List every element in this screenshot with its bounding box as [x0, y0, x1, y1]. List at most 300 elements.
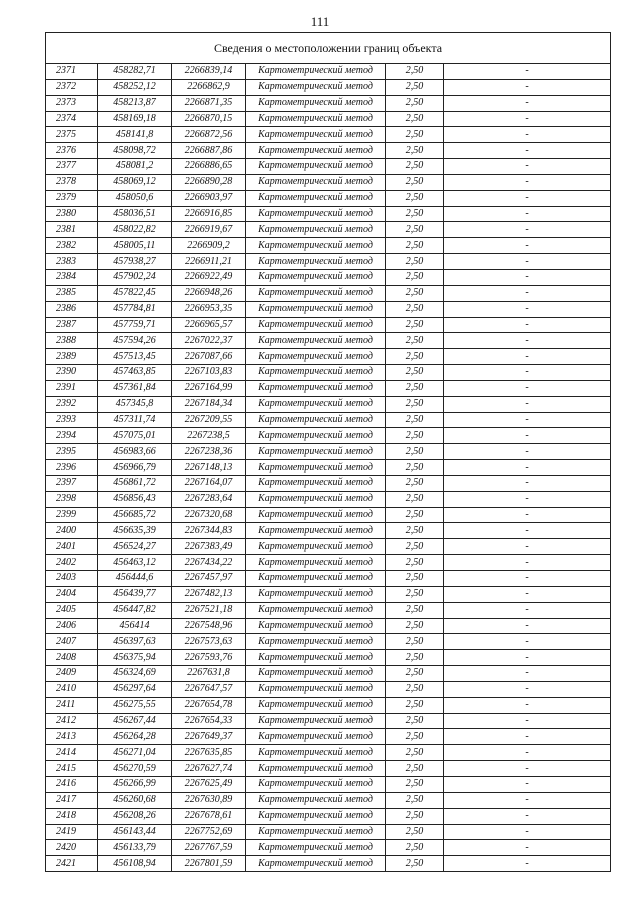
point-number-cell: 2414: [46, 745, 98, 761]
table-row: [46, 491, 611, 507]
description-cell: -: [444, 349, 611, 365]
description-cell: -: [444, 571, 611, 587]
accuracy-cell: 2,50: [386, 491, 444, 507]
y-coordinate-cell: 2267678,61: [172, 808, 246, 824]
description-cell: -: [444, 713, 611, 729]
x-coordinate-cell: 458050,6: [98, 190, 172, 206]
point-number-cell: 2394: [46, 428, 98, 444]
x-coordinate-cell: 457759,71: [98, 317, 172, 333]
x-coordinate-cell: 458252,12: [98, 79, 172, 95]
point-number-cell: 2397: [46, 475, 98, 491]
point-number-cell: 2373: [46, 95, 98, 111]
description-cell: -: [444, 396, 611, 412]
description-cell: -: [444, 808, 611, 824]
point-number-cell: 2372: [46, 79, 98, 95]
method-cell: Картометрический метод: [246, 428, 386, 444]
description-cell: -: [444, 64, 611, 80]
method-cell: Картометрический метод: [246, 475, 386, 491]
accuracy-cell: 2,50: [386, 174, 444, 190]
x-coordinate-cell: 456260,68: [98, 792, 172, 808]
table-row: [46, 808, 611, 824]
x-coordinate-cell: 457784,81: [98, 301, 172, 317]
y-coordinate-cell: 2266886,65: [172, 159, 246, 175]
y-coordinate-cell: 2266909,2: [172, 238, 246, 254]
method-cell: Картометрический метод: [246, 634, 386, 650]
y-coordinate-cell: 2267238,36: [172, 444, 246, 460]
description-cell: -: [444, 475, 611, 491]
y-coordinate-cell: 2267164,07: [172, 475, 246, 491]
accuracy-cell: 2,50: [386, 555, 444, 571]
method-cell: Картометрический метод: [246, 776, 386, 792]
description-cell: -: [444, 824, 611, 840]
x-coordinate-cell: 456444,6: [98, 571, 172, 587]
point-number-cell: 2410: [46, 681, 98, 697]
y-coordinate-cell: 2267457,97: [172, 571, 246, 587]
method-cell: Картометрический метод: [246, 159, 386, 175]
y-coordinate-cell: 2267630,89: [172, 792, 246, 808]
table-row: [46, 174, 611, 190]
accuracy-cell: 2,50: [386, 301, 444, 317]
y-coordinate-cell: 2267164,99: [172, 380, 246, 396]
accuracy-cell: 2,50: [386, 444, 444, 460]
x-coordinate-cell: 456275,55: [98, 697, 172, 713]
description-cell: -: [444, 380, 611, 396]
accuracy-cell: 2,50: [386, 745, 444, 761]
point-number-cell: 2407: [46, 634, 98, 650]
description-cell: -: [444, 269, 611, 285]
accuracy-cell: 2,50: [386, 333, 444, 349]
y-coordinate-cell: 2267238,5: [172, 428, 246, 444]
accuracy-cell: 2,50: [386, 222, 444, 238]
table-row: [46, 412, 611, 428]
accuracy-cell: 2,50: [386, 761, 444, 777]
accuracy-cell: 2,50: [386, 396, 444, 412]
accuracy-cell: 2,50: [386, 571, 444, 587]
method-cell: Картометрический метод: [246, 586, 386, 602]
y-coordinate-cell: 2267631,8: [172, 666, 246, 682]
x-coordinate-cell: 456463,12: [98, 555, 172, 571]
point-number-cell: 2389: [46, 349, 98, 365]
description-cell: -: [444, 301, 611, 317]
table-row: [46, 396, 611, 412]
description-cell: -: [444, 174, 611, 190]
x-coordinate-cell: 457594,26: [98, 333, 172, 349]
table-row: [46, 333, 611, 349]
x-coordinate-cell: 456414: [98, 618, 172, 634]
accuracy-cell: 2,50: [386, 285, 444, 301]
point-number-cell: 2405: [46, 602, 98, 618]
x-coordinate-cell: 456266,99: [98, 776, 172, 792]
point-number-cell: 2375: [46, 127, 98, 143]
table-row: [46, 840, 611, 856]
x-coordinate-cell: 456635,39: [98, 523, 172, 539]
point-number-cell: 2412: [46, 713, 98, 729]
point-number-cell: 2409: [46, 666, 98, 682]
table-row: [46, 444, 611, 460]
method-cell: Картометрический метод: [246, 713, 386, 729]
point-number-cell: 2380: [46, 206, 98, 222]
table-row: [46, 681, 611, 697]
y-coordinate-cell: 2267482,13: [172, 586, 246, 602]
accuracy-cell: 2,50: [386, 206, 444, 222]
y-coordinate-cell: 2267593,76: [172, 650, 246, 666]
description-cell: -: [444, 729, 611, 745]
method-cell: Картометрический метод: [246, 365, 386, 381]
point-number-cell: 2418: [46, 808, 98, 824]
point-number-cell: 2384: [46, 269, 98, 285]
y-coordinate-cell: 2267148,13: [172, 460, 246, 476]
table-row: [46, 301, 611, 317]
table-body: [46, 64, 611, 872]
point-number-cell: 2383: [46, 254, 98, 270]
table-row: [46, 269, 611, 285]
y-coordinate-cell: 2266948,26: [172, 285, 246, 301]
table-row: [46, 586, 611, 602]
y-coordinate-cell: 2267752,69: [172, 824, 246, 840]
y-coordinate-cell: 2267344,83: [172, 523, 246, 539]
point-number-cell: 2388: [46, 333, 98, 349]
x-coordinate-cell: 457902,24: [98, 269, 172, 285]
y-coordinate-cell: 2267647,57: [172, 681, 246, 697]
table-row: [46, 523, 611, 539]
y-coordinate-cell: 2266872,56: [172, 127, 246, 143]
table-row: [46, 745, 611, 761]
accuracy-cell: 2,50: [386, 412, 444, 428]
method-cell: Картометрический метод: [246, 745, 386, 761]
accuracy-cell: 2,50: [386, 365, 444, 381]
description-cell: -: [444, 317, 611, 333]
method-cell: Картометрический метод: [246, 856, 386, 872]
x-coordinate-cell: 456133,79: [98, 840, 172, 856]
table-row: [46, 317, 611, 333]
description-cell: -: [444, 586, 611, 602]
y-coordinate-cell: 2266953,35: [172, 301, 246, 317]
point-number-cell: 2381: [46, 222, 98, 238]
method-cell: Картометрический метод: [246, 317, 386, 333]
point-number-cell: 2391: [46, 380, 98, 396]
point-number-cell: 2420: [46, 840, 98, 856]
x-coordinate-cell: 458282,71: [98, 64, 172, 80]
description-cell: -: [444, 555, 611, 571]
method-cell: Картометрический метод: [246, 681, 386, 697]
method-cell: Картометрический метод: [246, 190, 386, 206]
x-coordinate-cell: 457311,74: [98, 412, 172, 428]
x-coordinate-cell: 456271,04: [98, 745, 172, 761]
method-cell: Картометрический метод: [246, 380, 386, 396]
point-number-cell: 2413: [46, 729, 98, 745]
x-coordinate-cell: 456856,43: [98, 491, 172, 507]
point-number-cell: 2400: [46, 523, 98, 539]
table-row: [46, 475, 611, 491]
x-coordinate-cell: 457938,27: [98, 254, 172, 270]
method-cell: Картометрический метод: [246, 650, 386, 666]
description-cell: -: [444, 333, 611, 349]
x-coordinate-cell: 458022,82: [98, 222, 172, 238]
point-number-cell: 2393: [46, 412, 98, 428]
table-row: [46, 143, 611, 159]
method-cell: Картометрический метод: [246, 111, 386, 127]
accuracy-cell: 2,50: [386, 808, 444, 824]
accuracy-cell: 2,50: [386, 824, 444, 840]
table-row: [46, 634, 611, 650]
method-cell: Картометрический метод: [246, 761, 386, 777]
table-row: [46, 507, 611, 523]
method-cell: Картометрический метод: [246, 254, 386, 270]
method-cell: Картометрический метод: [246, 174, 386, 190]
x-coordinate-cell: 456324,69: [98, 666, 172, 682]
table-row: [46, 650, 611, 666]
method-cell: Картометрический метод: [246, 285, 386, 301]
x-coordinate-cell: 458005,11: [98, 238, 172, 254]
description-cell: -: [444, 666, 611, 682]
point-number-cell: 2396: [46, 460, 98, 476]
x-coordinate-cell: 457345,8: [98, 396, 172, 412]
method-cell: Картометрический метод: [246, 824, 386, 840]
table-row: [46, 824, 611, 840]
method-cell: Картометрический метод: [246, 523, 386, 539]
table-row: [46, 190, 611, 206]
point-number-cell: 2392: [46, 396, 98, 412]
y-coordinate-cell: 2266870,15: [172, 111, 246, 127]
method-cell: Картометрический метод: [246, 396, 386, 412]
boundary-table-container: [45, 32, 610, 872]
point-number-cell: 2376: [46, 143, 98, 159]
description-cell: -: [444, 618, 611, 634]
method-cell: Картометрический метод: [246, 555, 386, 571]
table-row: [46, 460, 611, 476]
description-cell: -: [444, 792, 611, 808]
y-coordinate-cell: 2267767,59: [172, 840, 246, 856]
x-coordinate-cell: 458098,72: [98, 143, 172, 159]
table-row: [46, 111, 611, 127]
accuracy-cell: 2,50: [386, 428, 444, 444]
description-cell: -: [444, 840, 611, 856]
table-row: [46, 618, 611, 634]
point-number-cell: 2379: [46, 190, 98, 206]
accuracy-cell: 2,50: [386, 159, 444, 175]
point-number-cell: 2403: [46, 571, 98, 587]
accuracy-cell: 2,50: [386, 380, 444, 396]
table-row: [46, 776, 611, 792]
accuracy-cell: 2,50: [386, 776, 444, 792]
method-cell: Картометрический метод: [246, 729, 386, 745]
accuracy-cell: 2,50: [386, 143, 444, 159]
description-cell: -: [444, 460, 611, 476]
y-coordinate-cell: 2266839,14: [172, 64, 246, 80]
x-coordinate-cell: 456524,27: [98, 539, 172, 555]
description-cell: -: [444, 523, 611, 539]
x-coordinate-cell: 456270,59: [98, 761, 172, 777]
description-cell: -: [444, 238, 611, 254]
description-cell: -: [444, 650, 611, 666]
method-cell: Картометрический метод: [246, 64, 386, 80]
point-number-cell: 2404: [46, 586, 98, 602]
x-coordinate-cell: 457822,45: [98, 285, 172, 301]
point-number-cell: 2382: [46, 238, 98, 254]
table-row: [46, 792, 611, 808]
method-cell: Картометрический метод: [246, 95, 386, 111]
description-cell: -: [444, 206, 611, 222]
description-cell: -: [444, 856, 611, 872]
y-coordinate-cell: 2266919,67: [172, 222, 246, 238]
accuracy-cell: 2,50: [386, 523, 444, 539]
x-coordinate-cell: 456297,64: [98, 681, 172, 697]
x-coordinate-cell: 457513,45: [98, 349, 172, 365]
y-coordinate-cell: 2266911,21: [172, 254, 246, 270]
accuracy-cell: 2,50: [386, 317, 444, 333]
accuracy-cell: 2,50: [386, 79, 444, 95]
accuracy-cell: 2,50: [386, 586, 444, 602]
description-cell: -: [444, 428, 611, 444]
method-cell: Картометрический метод: [246, 206, 386, 222]
description-cell: -: [444, 745, 611, 761]
accuracy-cell: 2,50: [386, 238, 444, 254]
y-coordinate-cell: 2267521,18: [172, 602, 246, 618]
accuracy-cell: 2,50: [386, 697, 444, 713]
point-number-cell: 2411: [46, 697, 98, 713]
x-coordinate-cell: 456108,94: [98, 856, 172, 872]
description-cell: -: [444, 159, 611, 175]
table-header-row: [46, 33, 611, 64]
x-coordinate-cell: 458141,8: [98, 127, 172, 143]
accuracy-cell: 2,50: [386, 729, 444, 745]
table-row: [46, 729, 611, 745]
x-coordinate-cell: 458169,18: [98, 111, 172, 127]
table-row: [46, 349, 611, 365]
method-cell: Картометрический метод: [246, 697, 386, 713]
table-row: [46, 206, 611, 222]
y-coordinate-cell: 2266871,35: [172, 95, 246, 111]
x-coordinate-cell: 456208,26: [98, 808, 172, 824]
x-coordinate-cell: 458081,2: [98, 159, 172, 175]
description-cell: -: [444, 222, 611, 238]
description-cell: -: [444, 697, 611, 713]
accuracy-cell: 2,50: [386, 681, 444, 697]
accuracy-cell: 2,50: [386, 475, 444, 491]
table-row: [46, 254, 611, 270]
method-cell: Картометрический метод: [246, 507, 386, 523]
description-cell: -: [444, 681, 611, 697]
description-cell: -: [444, 507, 611, 523]
accuracy-cell: 2,50: [386, 269, 444, 285]
accuracy-cell: 2,50: [386, 539, 444, 555]
x-coordinate-cell: 456439,77: [98, 586, 172, 602]
method-cell: Картометрический метод: [246, 333, 386, 349]
table-row: [46, 127, 611, 143]
description-cell: -: [444, 127, 611, 143]
point-number-cell: 2402: [46, 555, 98, 571]
y-coordinate-cell: 2267383,49: [172, 539, 246, 555]
table-row: [46, 285, 611, 301]
table-row: [46, 222, 611, 238]
y-coordinate-cell: 2267434,22: [172, 555, 246, 571]
method-cell: Картометрический метод: [246, 444, 386, 460]
y-coordinate-cell: 2267103,83: [172, 365, 246, 381]
description-cell: -: [444, 190, 611, 206]
description-cell: -: [444, 602, 611, 618]
table-row: [46, 365, 611, 381]
accuracy-cell: 2,50: [386, 460, 444, 476]
method-cell: Картометрический метод: [246, 79, 386, 95]
y-coordinate-cell: 2267649,37: [172, 729, 246, 745]
accuracy-cell: 2,50: [386, 856, 444, 872]
point-number-cell: 2421: [46, 856, 98, 872]
table-row: [46, 380, 611, 396]
section-title: Сведения о местоположении границ объекта: [46, 33, 611, 64]
x-coordinate-cell: 456375,94: [98, 650, 172, 666]
method-cell: Картометрический метод: [246, 412, 386, 428]
point-number-cell: 2378: [46, 174, 98, 190]
y-coordinate-cell: 2267654,33: [172, 713, 246, 729]
accuracy-cell: 2,50: [386, 634, 444, 650]
accuracy-cell: 2,50: [386, 650, 444, 666]
method-cell: Картометрический метод: [246, 269, 386, 285]
x-coordinate-cell: 457463,85: [98, 365, 172, 381]
point-number-cell: 2374: [46, 111, 98, 127]
x-coordinate-cell: 456397,63: [98, 634, 172, 650]
accuracy-cell: 2,50: [386, 713, 444, 729]
method-cell: Картометрический метод: [246, 792, 386, 808]
x-coordinate-cell: 456143,44: [98, 824, 172, 840]
y-coordinate-cell: 2266916,85: [172, 206, 246, 222]
y-coordinate-cell: 2267209,55: [172, 412, 246, 428]
x-coordinate-cell: 456861,72: [98, 475, 172, 491]
description-cell: -: [444, 285, 611, 301]
point-number-cell: 2415: [46, 761, 98, 777]
x-coordinate-cell: 456983,66: [98, 444, 172, 460]
y-coordinate-cell: 2267087,66: [172, 349, 246, 365]
description-cell: -: [444, 412, 611, 428]
table-row: [46, 428, 611, 444]
accuracy-cell: 2,50: [386, 64, 444, 80]
y-coordinate-cell: 2267184,34: [172, 396, 246, 412]
accuracy-cell: 2,50: [386, 666, 444, 682]
method-cell: Картометрический метод: [246, 238, 386, 254]
table-row: [46, 856, 611, 872]
table-row: [46, 666, 611, 682]
x-coordinate-cell: 458213,87: [98, 95, 172, 111]
description-cell: -: [444, 143, 611, 159]
method-cell: Картометрический метод: [246, 143, 386, 159]
y-coordinate-cell: 2266903,97: [172, 190, 246, 206]
accuracy-cell: 2,50: [386, 602, 444, 618]
point-number-cell: 2395: [46, 444, 98, 460]
description-cell: -: [444, 776, 611, 792]
y-coordinate-cell: 2267635,85: [172, 745, 246, 761]
y-coordinate-cell: 2267283,64: [172, 491, 246, 507]
method-cell: Картометрический метод: [246, 840, 386, 856]
table-row: [46, 697, 611, 713]
table-row: [46, 95, 611, 111]
method-cell: Картометрический метод: [246, 460, 386, 476]
method-cell: Картометрический метод: [246, 666, 386, 682]
description-cell: -: [444, 79, 611, 95]
table-row: [46, 555, 611, 571]
method-cell: Картометрический метод: [246, 571, 386, 587]
x-coordinate-cell: 457075,01: [98, 428, 172, 444]
point-number-cell: 2417: [46, 792, 98, 808]
y-coordinate-cell: 2266890,28: [172, 174, 246, 190]
description-cell: -: [444, 634, 611, 650]
description-cell: -: [444, 761, 611, 777]
point-number-cell: 2390: [46, 365, 98, 381]
point-number-cell: 2408: [46, 650, 98, 666]
description-cell: -: [444, 111, 611, 127]
y-coordinate-cell: 2267320,68: [172, 507, 246, 523]
description-cell: -: [444, 254, 611, 270]
point-number-cell: 2386: [46, 301, 98, 317]
x-coordinate-cell: 456966,79: [98, 460, 172, 476]
